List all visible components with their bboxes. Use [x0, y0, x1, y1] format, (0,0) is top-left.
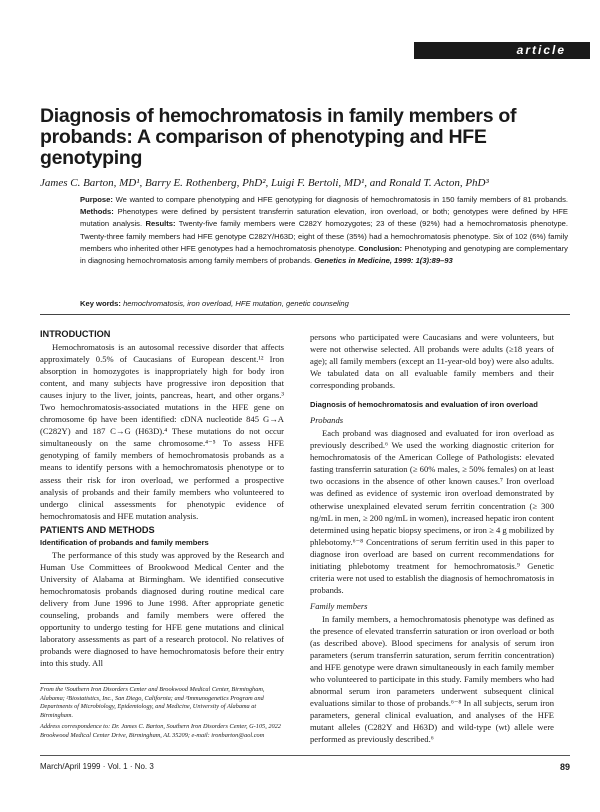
- abstract-purpose: We wanted to compare phenotyping and HFE genotyping for diagnosis of hemochromatosis in 150 family members of 81 probands.: [115, 195, 568, 204]
- correspondence-footnote: Address correspondence to: Dr. James C. Barton, Southern Iron Disorders Center, G-105, 2022 Brookwood Medical Center Drive, Birmingham, AL 35209; e-mail: ironbarton@aol.com: [40, 723, 281, 739]
- abstract-conclusion: Phenotyping and genotyping are complementary in diagnosing hemochromatosis among family members of probands.: [80, 243, 568, 266]
- right-column: [310, 331, 554, 745]
- section-divider: [40, 314, 570, 315]
- journal-issue: March/April 1999 · Vol. 1 · No. 3: [40, 762, 154, 771]
- methods-heading: PATIENTS AND METHODS: [40, 524, 155, 535]
- abstract-conclusion-label: Conclusion:: [358, 243, 403, 253]
- affiliation-footnote: From the ¹Southern Iron Disorders Center and Brookwood Medical Center, Birmingham, Alabama; ²Biostatistics, Inc., San Diego, California; and ³Immunogenetics Program and Departments of Microbiology, Epidemiology, and Medicine, University of Alabama at Birmingham.: [40, 686, 265, 719]
- keywords-label: Key words:: [80, 299, 121, 308]
- abstract-results-label: Results:: [145, 219, 176, 229]
- author-list: James C. Barton, MD¹, Barry E. Rothenberg, PhD², Luigi F. Bertoli, MD¹, and Ronald T. Acton, PhD³: [40, 177, 489, 189]
- abstract-methods-label: Methods:: [80, 207, 114, 217]
- family-members-heading: Family members: [310, 600, 368, 611]
- keywords-text: hemochromatosis, iron overload, HFE mutation, genetic counseling: [123, 299, 349, 308]
- page-number: 89: [559, 762, 570, 772]
- paper-title: Diagnosis of hemochromatosis in family members of probands: A comparison of phenotyping and HFE genotyping: [40, 105, 517, 169]
- methods-subheading: Identification of probands and family members: [40, 537, 209, 547]
- introduction-heading: INTRODUCTION: [40, 329, 111, 339]
- footnote-divider: [40, 683, 140, 684]
- abstract-purpose-label: Purpose:: [80, 195, 113, 204]
- footnotes: [40, 686, 284, 744]
- abstract-methods: Phenotypes were defined by persistent transferrin saturation elevation, iron overload, or both; genotypes were defined by HFE mutation analysis.: [80, 207, 568, 229]
- abstract-results: Twenty-five family members were C282Y homozygotes; 23 of these (92%) had a hemochromatosis phenotype. Twenty-three family members had HFE genotype C282Y/H63D; eight of these (35%) had a hemochromatosis phenotype. Six of 102 (6%) family members who inherited other HFE genotypes had a hemochromatosis phenotype.: [80, 219, 568, 253]
- diagnosis-subheading: Diagnosis of hemochromatosis and evaluation of iron overload: [310, 400, 538, 410]
- family-members-paragraph: In family members, a hemochromatosis phenotype was defined as the presence of elevated transferrin saturation or iron overload or both (as described above). Blood specimens for analysis of serum iron parameters (serum transferrin saturation, serum ferritin concentration) and HFE genotype were drawn simultaneously in each family member who volunteered to participate in this study. Family members who had abnormal serum iron parameters underwent subsequent clinical evaluations similar to those of probands.⁶⁻⁸ In all subjects, serum iron parameters, general clinical evaluation, and analyses of the HFE mutant alleles (C282Y and H63D) and wild-type (wt) allele were performed as previously described.⁶: [310, 613, 554, 745]
- article-type-banner: [414, 42, 590, 59]
- probands-heading: Probands: [310, 415, 344, 426]
- probands-paragraph: Each proband was diagnosed and evaluated for iron overload as previously described.⁶ We used the working diagnostic criterion for hemochromatosis of the American College of Pathologists: elevated fasting transferrin saturation (≥ 60% males, ≥ 50% females) on at least two occasions in the absence of other known causes.⁷ Iron overload was defined as evidence of systemic iron overload demonstrated by otherwise unexplained elevated serum ferritin concentration (≥ 300 ng/mL in men, ≥ 200 ng/mL in women), increased hepatic iron content determined using hepatic biopsy specimens, or iron ≥ 4 g mobilized by phlebotomy.⁶⁻⁸ Concentrations of serum ferritin used in this paper to diagnose iron overload are based on current recommendations for initiating phlebotomy treatment for hemochromatosis.⁹ Genetic criteria were not used to establish the diagnosis of hemochromatosis in probands.: [310, 428, 554, 595]
- keywords: [80, 298, 568, 310]
- footer-divider: [40, 755, 570, 756]
- introduction-paragraph: Hemochromatosis is an autosomal recessive disorder that affects approximately 0.5% of Caucasians of European descent.¹² Iron absorption in homozygotes is inappropriately high for body iron content, and many subjects have progressive iron deposition that causes injury to the liver, joints, pancreas, heart, and other organs.³ Two hemochromatosis-associated mutations in the HFE gene on chromosome 6p have been identified: cDNA nucleotide 845 G→A (C282Y) and 187 C→G (H63D).⁴ These mutations do not occur simultaneously on the same chromosome.⁴⁻⁵ To assess HFE genotyping of family members of hemochromatosis probands as a means to identify persons with a hemochromatosis phenotype or to assess their risk for iron overload, we performed a prospective analysis of probands and their family members who volunteered to undergo clinical assessments for phenotypic evidence of hemochromatosis and HFE mutation analysis.: [40, 342, 284, 521]
- continued-paragraph: persons who participated were Caucasians and were volunteers, but were not otherwise selected. All probands were adults (≥18 years of age); all family members (except an 11-year-old boy) were also adults. We tabulated data on all evaluable family members and their corresponding probands.: [310, 332, 554, 391]
- article-type-label: article: [516, 43, 566, 57]
- methods-paragraph: The performance of this study was approved by the Research and Human Use Committees of Brookwood Medical Center and the University of Alabama at Birmingham. We identified consecutive hemochromatosis probands diagnosed during routine medical care delivery from June 1996 to June 1998. After appropriate genetic counseling, probands and family members were offered the opportunity to undergo testing for HFE gene mutations and clinical laboratory assessments as part of a research protocol. No relatives of probands were diagnosed to have hemochromatosis before their entry into this study. All: [40, 549, 284, 669]
- abstract-citation: Genetics in Medicine, 1999: 1(3):89–93: [314, 256, 453, 266]
- abstract: [80, 194, 568, 267]
- left-column: [40, 326, 284, 669]
